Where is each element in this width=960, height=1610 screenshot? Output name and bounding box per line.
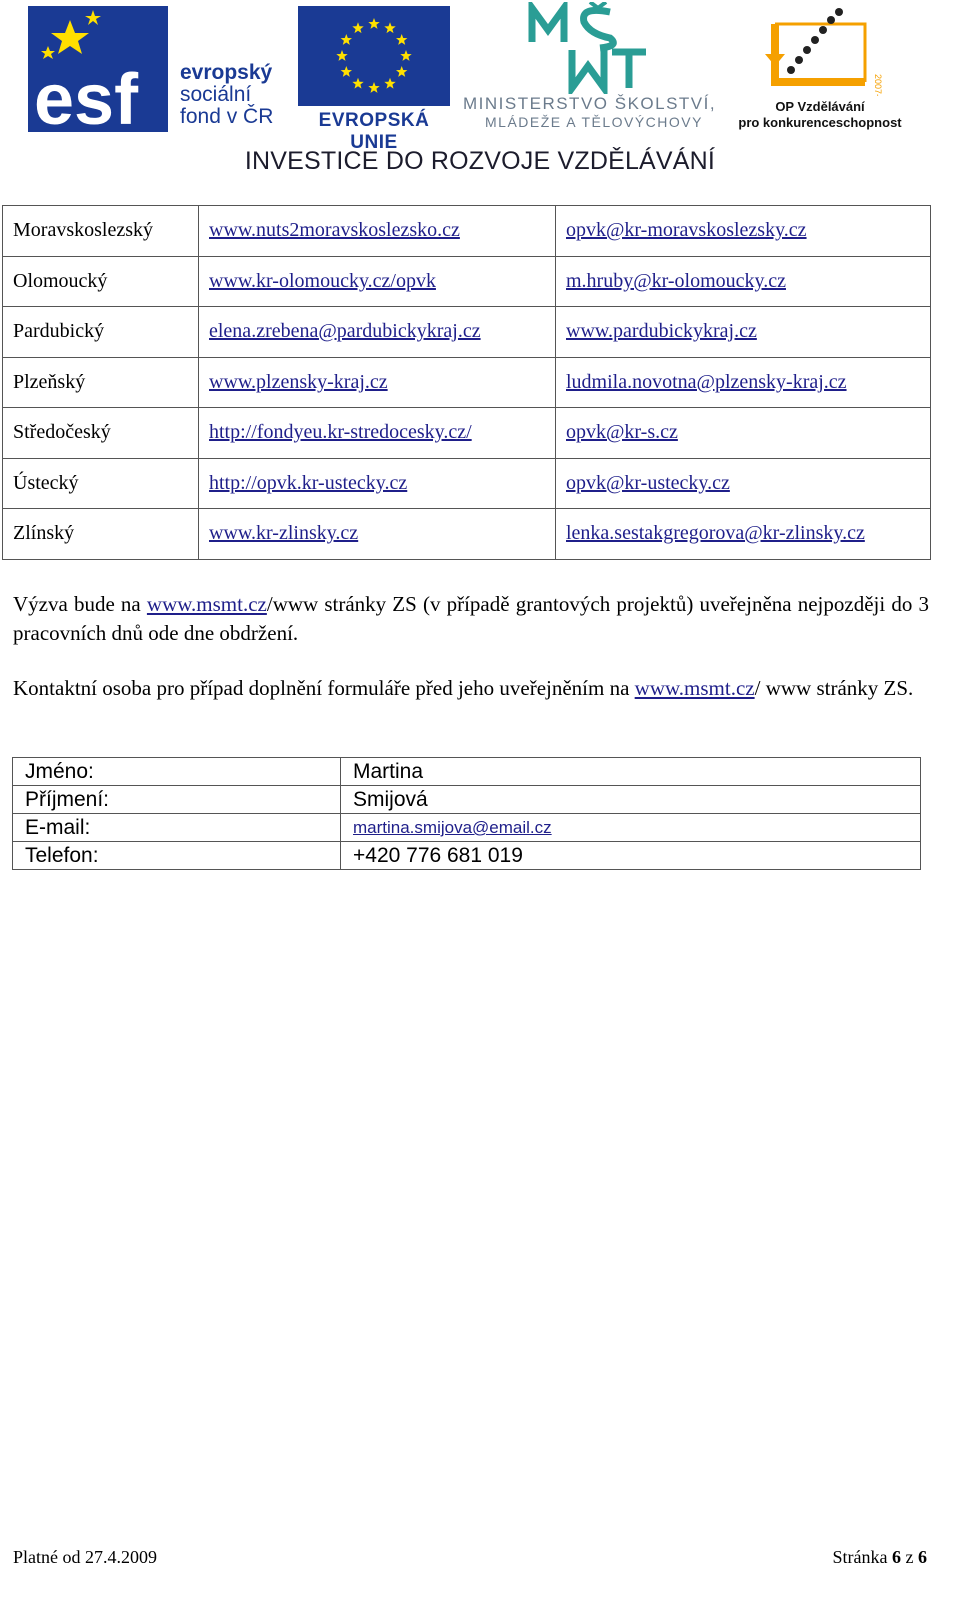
esf-logo-text xyxy=(180,62,273,128)
person-row-email xyxy=(13,814,921,842)
email-cell xyxy=(556,256,931,307)
footer-page-number xyxy=(833,1547,927,1568)
email-cell xyxy=(556,408,931,459)
web-link[interactable]: www.kr-zlinsky.cz xyxy=(209,522,359,545)
header-logos xyxy=(0,0,960,185)
email-link[interactable]: opvk@kr-moravskoslezsky.cz xyxy=(566,219,807,242)
table-row xyxy=(3,206,931,257)
esf-logo xyxy=(28,6,298,136)
phone-value: +420 776 681 019 xyxy=(341,842,921,870)
region-cell: Středočeský xyxy=(3,408,199,459)
web-link[interactable]: http://fondyeu.kr-stredocesky.cz/ xyxy=(209,421,472,444)
email-cell xyxy=(556,307,931,358)
eu-flag-icon xyxy=(298,6,450,106)
email-cell xyxy=(341,814,921,842)
eu-star-icon xyxy=(368,82,379,93)
eu-star-icon xyxy=(384,78,395,89)
email-link[interactable]: www.pardubickykraj.cz xyxy=(566,320,757,343)
email-cell xyxy=(556,357,931,408)
phone-label: Telefon: xyxy=(13,842,341,870)
eu-star-icon xyxy=(336,50,347,61)
contact-person-paragraph xyxy=(13,674,929,703)
eu-star-icon xyxy=(352,78,363,89)
esf-line-1: evropský xyxy=(180,61,273,84)
surname-value: Smijová xyxy=(341,786,921,814)
page-total: 6 xyxy=(918,1547,927,1567)
eu-star-icon xyxy=(384,22,395,33)
web-link[interactable]: elena.zrebena@pardubickykraj.cz xyxy=(209,320,481,343)
contacts-table xyxy=(2,205,931,560)
eu-logo-text: EVROPSKÁ UNIE xyxy=(318,110,430,153)
esf-logo-box xyxy=(28,6,168,132)
table-row xyxy=(3,307,931,358)
msmt-logo xyxy=(460,2,725,132)
contact-person-table xyxy=(12,757,921,870)
esf-icon xyxy=(28,6,168,132)
email-cell xyxy=(556,509,931,560)
region-cell: Zlínský xyxy=(3,509,199,560)
eu-star-icon xyxy=(341,66,352,77)
eu-star-icon xyxy=(396,66,407,77)
person-row-surname xyxy=(13,786,921,814)
eu-star-icon xyxy=(400,50,411,61)
region-cell: Pardubický xyxy=(3,307,199,358)
table-row xyxy=(3,509,931,560)
msmt-monogram-icon xyxy=(460,2,725,94)
web-cell xyxy=(199,408,556,459)
name-label: Jméno: xyxy=(13,758,341,786)
contacts-table-body xyxy=(3,206,931,560)
page-current: 6 xyxy=(892,1547,901,1567)
email-link[interactable]: m.hruby@kr-olomoucky.cz xyxy=(566,269,786,292)
msmt-link[interactable]: www.msmt.cz xyxy=(146,592,267,616)
eu-logo xyxy=(298,6,450,153)
web-cell xyxy=(199,509,556,560)
msmt-link-2[interactable]: www.msmt.cz xyxy=(634,676,755,700)
web-link[interactable]: www.nuts2moravskoslezsko.cz xyxy=(209,219,460,242)
slogan: INVESTICE DO ROZVOJE VZDĚLÁVÁNÍ xyxy=(244,147,716,175)
person-row-name xyxy=(13,758,921,786)
contact-text-before: Kontaktní osoba pro případ doplnění formuláře před jeho uveřejněním na xyxy=(13,676,635,700)
region-cell: Moravskoslezský xyxy=(3,206,199,257)
region-cell: Ústecký xyxy=(3,458,199,509)
eu-star-icon xyxy=(352,22,363,33)
op-line-1: OP Vzdělávání xyxy=(775,99,865,114)
footer-valid-from: Platné od 27.4.2009 xyxy=(13,1547,157,1567)
web-cell xyxy=(199,206,556,257)
op-line-2: pro konkurenceschopnost xyxy=(738,115,902,130)
email-link[interactable]: martina.smijova@email.cz xyxy=(353,818,552,837)
email-link[interactable]: lenka.sestakgregorova@kr-zlinsky.cz xyxy=(566,522,865,545)
table-row xyxy=(3,256,931,307)
web-link[interactable]: www.kr-olomoucky.cz/opvk xyxy=(209,269,436,292)
email-link[interactable]: opvk@kr-s.cz xyxy=(566,421,678,444)
eu-star-icon xyxy=(368,18,379,29)
table-row xyxy=(3,458,931,509)
surname-label: Příjmení: xyxy=(13,786,341,814)
email-cell xyxy=(556,458,931,509)
web-cell xyxy=(199,256,556,307)
web-cell xyxy=(199,357,556,408)
page-of: z xyxy=(905,1547,914,1567)
web-link[interactable]: http://opvk.kr-ustecky.cz xyxy=(209,471,408,494)
esf-brand-text: esf xyxy=(34,60,139,132)
person-row-phone xyxy=(13,842,921,870)
esf-line-2: sociální xyxy=(180,83,252,106)
op-logo xyxy=(735,4,910,134)
region-cell: Olomoucký xyxy=(3,256,199,307)
contact-text-after: / www stránky ZS. xyxy=(754,676,914,700)
web-link[interactable]: www.plzensky-kraj.cz xyxy=(209,370,388,393)
page-word: Stránka xyxy=(832,1547,888,1567)
op-years-text: 2007-13 xyxy=(873,74,883,96)
name-value: Martina xyxy=(341,758,921,786)
web-cell xyxy=(199,458,556,509)
eu-star-icon xyxy=(396,34,407,45)
eu-star-icon xyxy=(341,34,352,45)
email-link[interactable]: ludmila.novotna@plzensky-kraj.cz xyxy=(566,370,847,393)
op-logo-text xyxy=(735,99,905,131)
announcement-text-before: Výzva bude na xyxy=(13,592,147,616)
table-row xyxy=(3,408,931,459)
announcement-paragraph xyxy=(13,590,929,648)
announcement-text-after: /www stránky ZS (v případě grantových projektů) uveřejněna nejpozději do 3 pracovních dnů ode dne obdržení. xyxy=(13,592,929,645)
web-cell xyxy=(199,307,556,358)
region-cell: Plzeňský xyxy=(3,357,199,408)
esf-line-3: fond v ČR xyxy=(180,105,274,128)
table-row xyxy=(3,357,931,408)
email-label: E-mail: xyxy=(13,814,341,842)
msmt-line-2: MLÁDEŽE A TĚLOVÝCHOVY xyxy=(485,114,703,130)
op-vk-icon xyxy=(735,4,905,96)
email-cell xyxy=(556,206,931,257)
msmt-line-1: MINISTERSTVO ŠKOLSTVÍ, xyxy=(463,94,717,113)
email-link[interactable]: opvk@kr-ustecky.cz xyxy=(566,471,730,494)
